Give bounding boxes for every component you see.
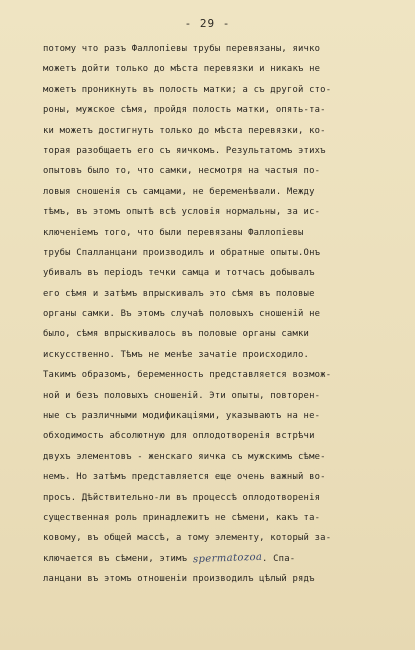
text-line: ключеніемъ того, что были перевязаны Фаллопіевы	[43, 227, 304, 238]
text-line: ковому, въ общей массѣ, а тому элементу, который за-	[43, 533, 332, 544]
text-line: было, сѣмя впрыскивалось въ половые органы самки	[43, 329, 310, 340]
text-fragment: . Спа-	[262, 553, 296, 564]
text-line: Такимъ образомъ, беременность представляется возмож-	[43, 370, 332, 381]
text-line: убивалъ въ періодъ течки самца и тотчасъ добывалъ	[43, 268, 315, 279]
text-line: его сѣмя и затѣмъ впрыскивалъ это сѣмя въ половые	[43, 288, 315, 299]
text-fragment: ключается въ сѣмени, этимъ	[43, 553, 188, 564]
text-line: трубы Спалланцани производилъ и обратные опыты.Онъ	[43, 247, 321, 258]
text-line: ланцани въ этомъ отношеніи производилъ цѣлый рядъ	[43, 574, 315, 585]
text-line: просъ. Дѣйствительно-ли въ процессѣ оплодотворенія	[43, 492, 321, 503]
text-line: ной и безъ половыхъ сношеній. Эти опыты, повторен-	[43, 390, 321, 401]
text-line: обходимость абсолютную для оплодотворенія встрѣчи	[43, 431, 315, 442]
text-line: торая разобщаетъ его съ яичкомъ. Результатомъ этихъ	[43, 145, 326, 156]
text-line: искусственно. Тѣмъ не менѣе зачатіе происходило.	[43, 349, 310, 360]
text-line: существенная роль принадлежитъ не сѣмени, какъ та-	[43, 512, 321, 523]
text-line: можетъ дойти только до мѣста перевязки и никакъ не	[43, 64, 321, 75]
body-text	[43, 39, 393, 590]
page-number: - 29 -	[184, 17, 231, 30]
text-line: потому что разъ Фаллопіевы трубы перевязаны, яичко	[43, 44, 321, 54]
text-line: можетъ проникнуть въ полость матки; а съ другой сто-	[43, 84, 332, 95]
text-line: ловыя сношенія съ самцами, не беременѣвали. Между	[43, 186, 315, 197]
text-line: двухъ элементовъ - женскаго яичка съ мужскимъ сѣме-	[43, 451, 326, 462]
text-line: роны, мужское сѣмя, пройдя полость матки, опять-та-	[43, 105, 326, 116]
text-line: тѣмъ, въ этомъ опытѣ всѣ условія нормальны, за ис-	[43, 207, 321, 218]
handwritten-annotation: spermatozoa	[192, 551, 263, 565]
text-line: немъ. Но затѣмъ представляется еще очень важный во-	[43, 472, 326, 483]
text-line: органы самки. Въ этомъ случаѣ половыхъ сношеній не	[43, 309, 321, 320]
text-line: ные съ различными модификаціями, указываютъ на не-	[43, 411, 321, 422]
text-line: опытовъ было то, что самки, несмотря на частыя по-	[43, 166, 321, 177]
text-line: ки можетъ достигнуть только до мѣста перевязки, ко-	[43, 125, 326, 136]
text-line-with-handwriting	[43, 549, 393, 569]
